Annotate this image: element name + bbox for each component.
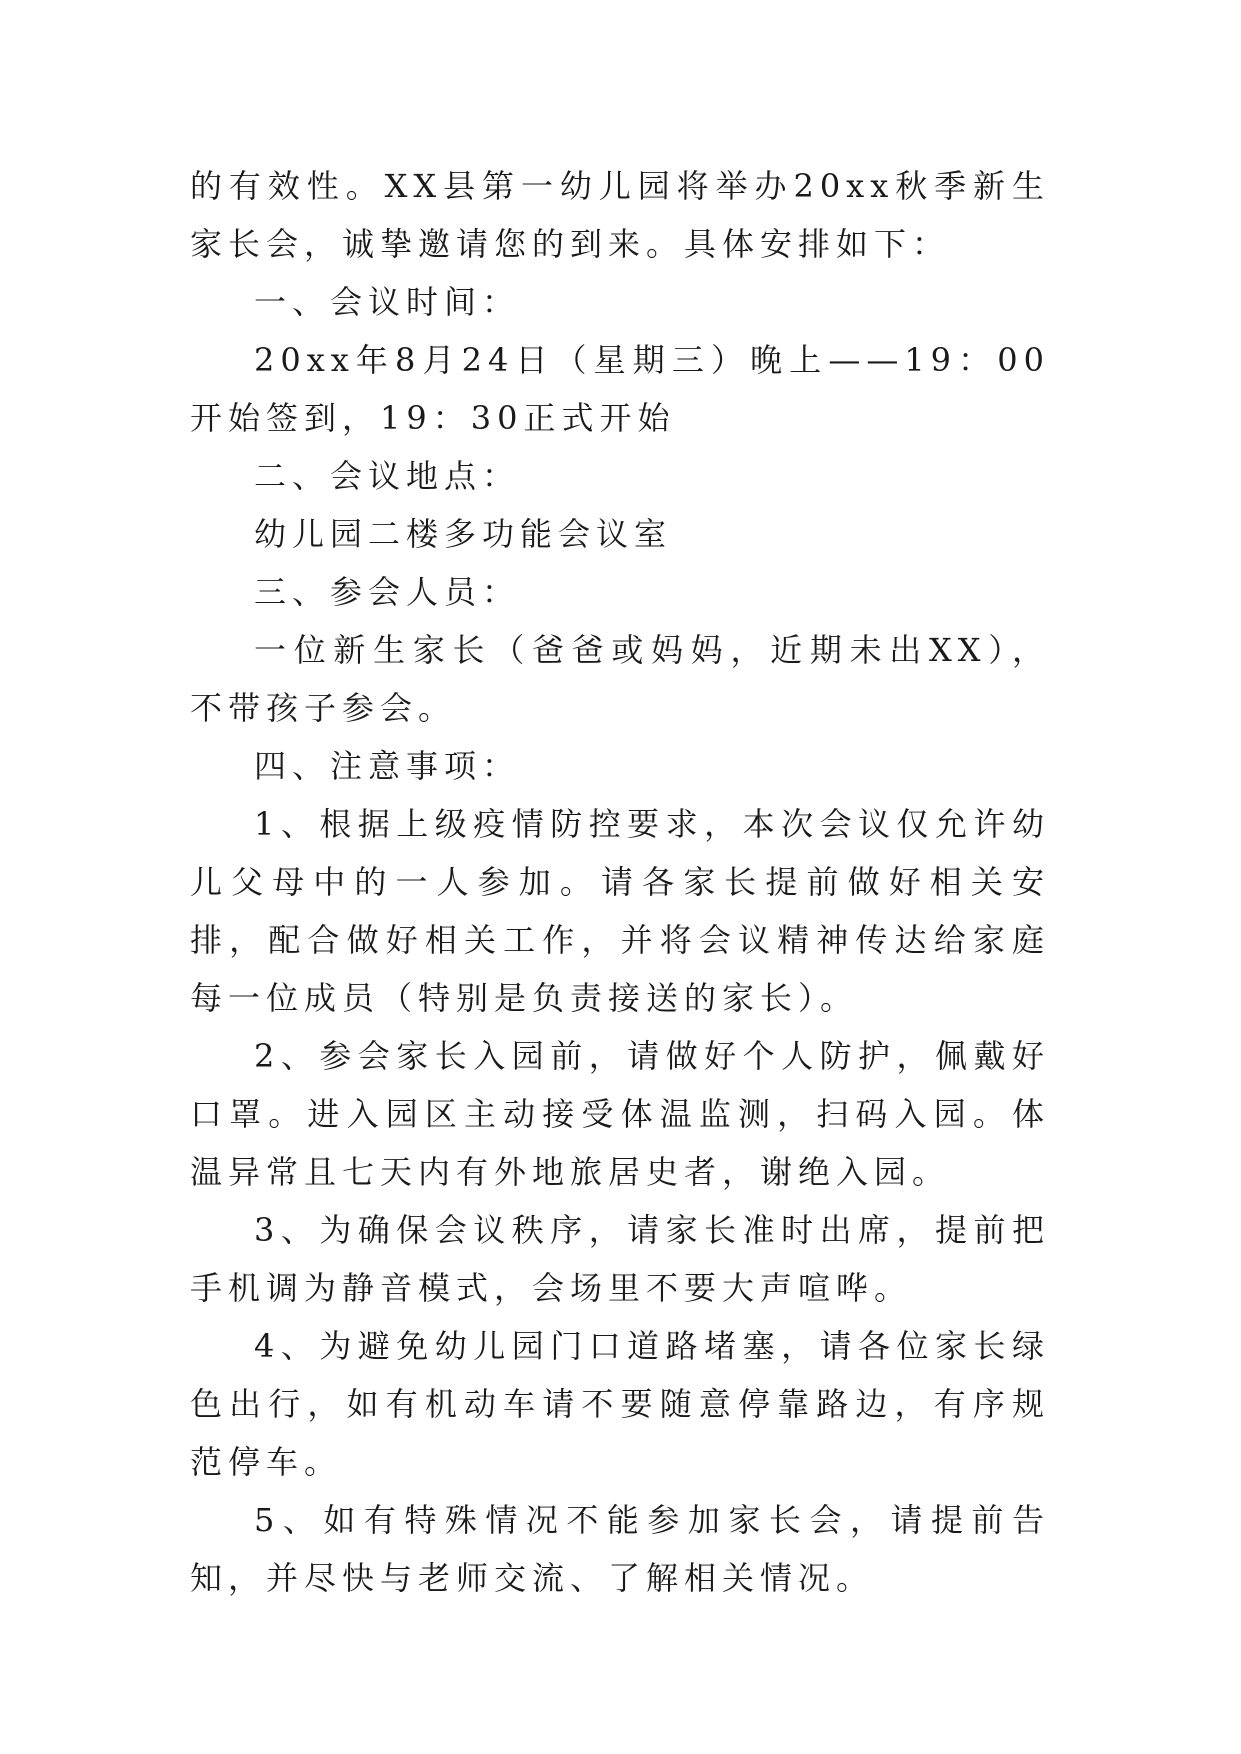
paragraph-meeting-time: 20xx年8月24日（星期三）晚上——19：00开始签到，19：30正式开始 [190,341,1050,437]
note-item-3: 3、为确保会议秩序，请家长准时出席，提前把手机调为静音模式，会场里不要大声喧哗。 [190,1211,1050,1307]
section-heading-notes: 四、注意事项： [254,747,521,785]
document-body [190,157,1050,1607]
section-heading-meeting-location: 二、会议地点： [254,457,521,495]
note-item-2: 2、参会家长入园前，请做好个人防护，佩戴好口罩。进入园区主动接受体温监测，扫码入园。体温异常且七天内有外地旅居史者，谢绝入园。 [190,1037,1050,1191]
note-item-4: 4、为避免幼儿园门口道路堵塞，请各位家长绿色出行，如有机动车请不要随意停靠路边，有序规范停车。 [190,1327,1050,1481]
paragraph-intro-continuation: 的有效性。XX县第一幼儿园将举办20xx秋季新生家长会，诚挚邀请您的到来。具体安排如下： [190,167,1050,263]
paragraph-meeting-location: 幼儿园二楼多功能会议室 [254,515,673,553]
section-heading-attendees: 三、参会人员： [254,573,521,611]
paragraph-attendees: 一位新生家长（爸爸或妈妈，近期未出XX），不带孩子参会。 [190,631,1050,727]
note-item-5: 5、如有特殊情况不能参加家长会，请提前告知，并尽快与老师交流、了解相关情况。 [190,1501,1050,1597]
section-heading-meeting-time: 一、会议时间： [254,283,521,321]
note-item-1: 1、根据上级疫情防控要求，本次会议仅允许幼儿父母中的一人参加。请各家长提前做好相关安排，配合做好相关工作，并将会议精神传达给家庭每一位成员（特别是负责接送的家长）。 [190,805,1050,1017]
